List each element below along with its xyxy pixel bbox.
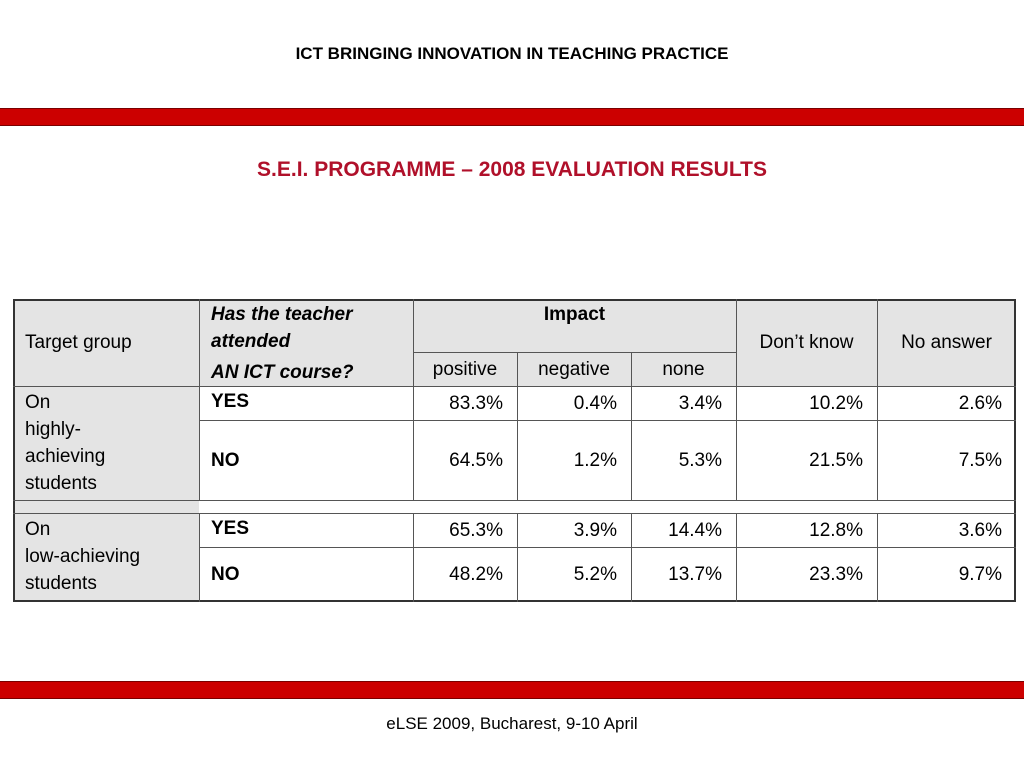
table-divider — [199, 299, 200, 500]
table-divider — [736, 513, 737, 602]
table-cell-no-answer: 3.6% — [958, 519, 1002, 541]
table-row-attended: NO — [211, 564, 240, 585]
table-divider — [517, 513, 518, 602]
group-label-low-achieving — [13, 513, 199, 602]
table-cell-positive: 48.2% — [449, 564, 503, 585]
bottom-red-band — [0, 681, 1024, 699]
slide-header-title: ICT BRINGING INNOVATION IN TEACHING PRACTICE — [295, 44, 729, 63]
table-divider — [199, 513, 200, 602]
spacer-row-shade — [13, 500, 199, 513]
table-divider — [413, 299, 414, 500]
table-row-attended: YES — [211, 391, 250, 412]
table-cell-dont-know: 21.5% — [809, 449, 863, 471]
evaluation-results-table — [13, 299, 1016, 602]
table-cell-dont-know: 23.3% — [809, 564, 863, 585]
table-divider — [631, 513, 632, 602]
header-attended-cell — [199, 299, 413, 386]
table-cell-no-answer: 2.6% — [958, 392, 1002, 414]
table-cell-negative: 1.2% — [573, 449, 617, 471]
table-cell-positive: 64.5% — [449, 449, 503, 471]
table-cell-positive: 65.3% — [449, 519, 503, 541]
header-positive: positive — [413, 352, 517, 386]
table-divider — [13, 500, 1016, 501]
header-negative: negative — [517, 352, 631, 386]
table-divider — [199, 420, 1016, 421]
header-attended-line3: AN ICT course? — [211, 362, 354, 383]
table-cell-none: 13.7% — [668, 564, 722, 585]
header-dont-know: Don’t know — [736, 299, 877, 386]
table-divider — [631, 352, 632, 500]
table-cell-dont-know: 10.2% — [809, 392, 863, 414]
group-label-highly-achieving — [13, 386, 199, 500]
table-border-right — [1014, 299, 1016, 602]
table-cell-negative: 0.4% — [573, 392, 617, 414]
table-cell-no-answer: 7.5% — [958, 449, 1002, 471]
group1-label-line3: achieving — [25, 446, 106, 467]
header-target-group-cell — [13, 299, 199, 386]
top-red-band — [0, 108, 1024, 126]
slide-footer: eLSE 2009, Bucharest, 9-10 April — [386, 714, 638, 733]
group1-label-line4: students — [25, 473, 97, 494]
table-border-top — [13, 299, 1016, 301]
header-no-answer: No answer — [877, 299, 1016, 386]
header-target-group: Target group — [25, 332, 132, 353]
table-divider — [199, 547, 1016, 548]
header-attended-line2: attended — [211, 331, 291, 352]
header-impact: Impact — [413, 299, 736, 352]
table-border-left — [13, 299, 15, 602]
slide-subtitle: S.E.I. PROGRAMME – 2008 EVALUATION RESULTS — [257, 158, 767, 181]
table-divider — [877, 299, 878, 500]
group2-label-line2: low-achieving — [25, 546, 141, 567]
table-divider — [413, 352, 736, 353]
table-cell-none: 5.3% — [678, 449, 722, 471]
table-divider — [877, 513, 878, 602]
group2-label-line1: On — [25, 519, 51, 540]
group2-label-line3: students — [25, 573, 97, 594]
table-divider — [517, 352, 518, 500]
table-cell-dont-know: 12.8% — [809, 519, 863, 541]
table-cell-none: 14.4% — [668, 519, 722, 541]
table-cell-none: 3.4% — [678, 392, 722, 414]
group1-label-line2: highly- — [25, 419, 81, 440]
table-cell-positive: 83.3% — [449, 392, 503, 414]
table-row-attended: NO — [211, 449, 240, 471]
table-row-attended: YES — [211, 518, 250, 539]
header-none: none — [631, 352, 736, 386]
table-divider — [13, 386, 1016, 387]
table-divider — [736, 299, 737, 500]
table-divider — [413, 513, 414, 602]
table-cell-no-answer: 9.7% — [958, 564, 1002, 585]
table-border-bottom — [13, 600, 1016, 602]
table-divider — [13, 513, 1016, 514]
table-cell-negative: 3.9% — [573, 519, 617, 541]
table-cell-negative: 5.2% — [573, 564, 617, 585]
header-attended-line1: Has the teacher — [211, 304, 353, 325]
group1-label-line1: On — [25, 392, 51, 413]
